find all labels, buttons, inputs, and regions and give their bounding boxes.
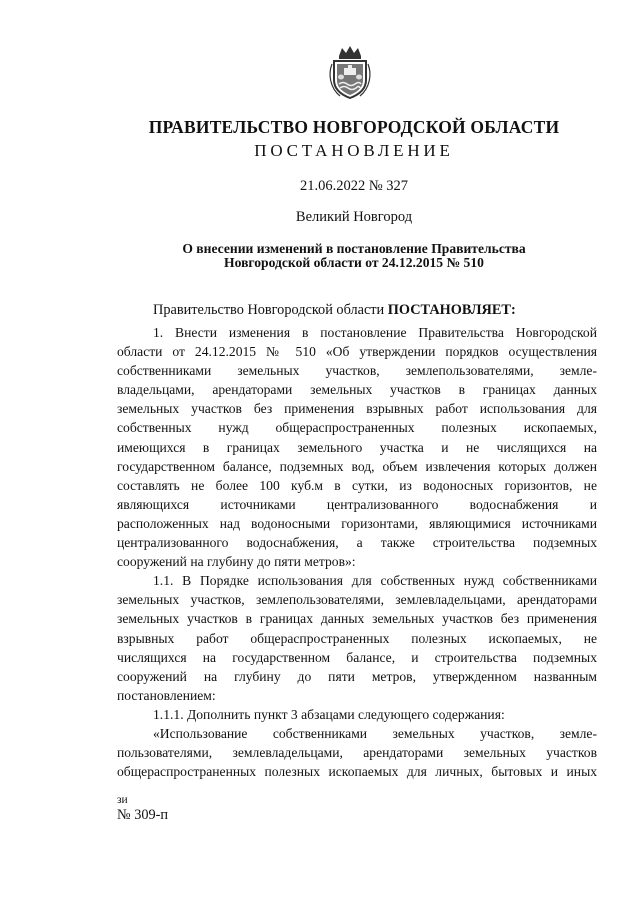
document-footer [117, 794, 237, 823]
body-line: 1. Внести изменения в постановление Правительства Новгородской [153, 325, 597, 340]
body-line: 1.1.1. Дополнить пункт 3 абзацами следующего содержания: [153, 706, 505, 722]
executor-initials: зи [117, 794, 128, 806]
document-date-number: 21.06.2022 № 327 [299, 178, 409, 194]
body-line: общераспространенных полезных ископаемых для личных, бытовых и иных [117, 764, 597, 780]
body-line: собственных нужд общераспространенных полезных ископаемых, [117, 420, 597, 436]
body-line: «Использование собственниками земельных участков, земле- [153, 725, 597, 741]
document-subject [118, 242, 590, 270]
body-line: имеющихся в границах земельного участка и не числящихся на [117, 439, 597, 455]
body-line: земельных участков, землепользователями, землевладельцами, арендаторами [117, 592, 597, 608]
intro-text: Правительство Новгородской области [153, 302, 388, 318]
subject-line: О внесении изменений в постановление Правительства [182, 241, 526, 256]
body-line: собственниками земельных участков, землепользователями, земле- [117, 363, 597, 379]
body-line: являющихся источниками централизованного водоснабжения и [117, 496, 597, 512]
body-line: постановлением: [117, 687, 216, 703]
subject-line: Новгородской области от 24.12.2015 № 510 [224, 255, 484, 270]
coat-of-arms-icon [326, 44, 374, 100]
body-line: сооружений на глубину до пяти метров»: [117, 554, 356, 570]
document-city: Великий Новгород [295, 209, 413, 225]
draft-number: № 309-п [117, 807, 169, 823]
body-line: пользователями, землевладельцами, арендаторами земельных участков [117, 745, 597, 761]
body-line: 1.1. В Порядке использования для собственных нужд собственниками [153, 573, 597, 589]
body-line: расположенных над водоносными горизонтами, являющимися источниками [117, 515, 597, 531]
body-line: области от 24.12.2015 № 510 «Об утверждении порядков осуществления [117, 344, 597, 360]
body-line: взрывных работ общераспространенных полезных ископаемых, не [117, 630, 597, 646]
document-type: ПОСТАНОВЛЕНИЕ [254, 141, 454, 160]
body-line: составлять не более 100 куб.м в сутки, из водоносных горизонтов, не [117, 477, 597, 493]
intro-paragraph [153, 302, 516, 319]
body-line: числящихся на государственном балансе, и строительства подземных [117, 649, 597, 665]
intro-resolution-word: ПОСТАНОВЛЯЕТ: [387, 302, 516, 318]
body-line: сооружений на глубину до пяти метров, утвержденном названным [117, 668, 597, 684]
body-line: владельцами, арендаторами земельных участков в границах данных [117, 382, 597, 398]
organization-title: ПРАВИТЕЛЬСТВО НОВГОРОДСКОЙ ОБЛАСТИ [148, 117, 560, 137]
body-line: земельных участков без применения взрывных работ использования для [117, 401, 597, 417]
body-line: земельных участков в границах данных земельных участков без применения [117, 611, 597, 627]
body-line: государственном балансе, подземных вод, объем извлечения которых должен [117, 458, 597, 474]
document-body [117, 323, 597, 781]
body-line: централизованного водоснабжения, а также строительства подземных [117, 535, 597, 551]
